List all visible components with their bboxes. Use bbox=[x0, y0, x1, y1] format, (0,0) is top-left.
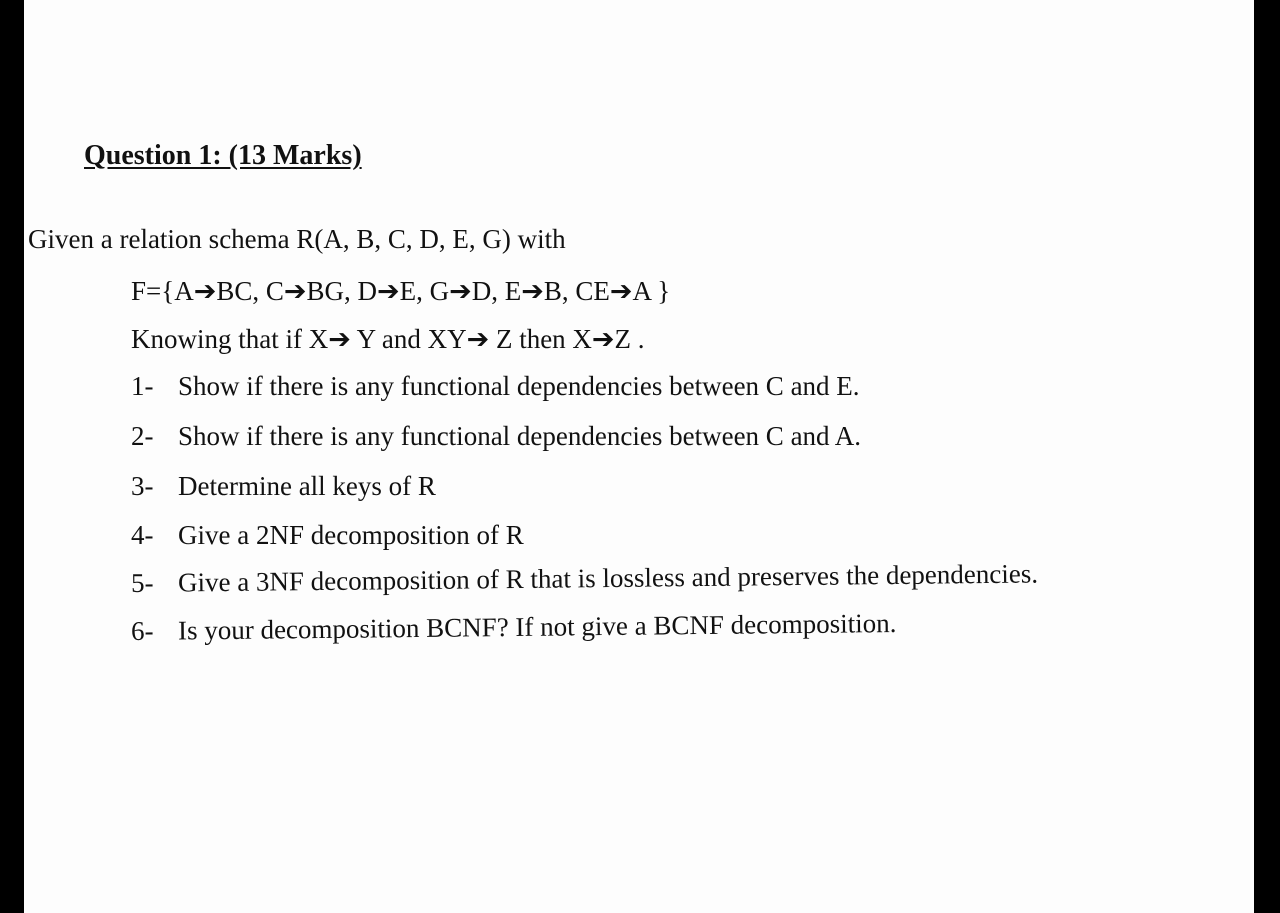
sub-question-3 bbox=[131, 471, 436, 502]
sub-question-4 bbox=[131, 520, 524, 551]
sub-question-number: 4- bbox=[131, 520, 154, 550]
transitivity-rule: Knowing that if X➔ Y and XY➔ Z then X➔Z . bbox=[131, 324, 645, 354]
sub-question-6 bbox=[131, 608, 897, 647]
sub-question-text: Give a 3NF decomposition of R that is lossless and preserves the dependencies. bbox=[177, 558, 1039, 598]
functional-dependencies: F={A➔BC, C➔BG, D➔E, G➔D, E➔B, CE➔A } bbox=[131, 276, 671, 306]
document-page bbox=[24, 0, 1254, 913]
question-title: Question 1: (13 Marks) bbox=[84, 140, 362, 171]
sub-question-1 bbox=[131, 371, 860, 402]
relation-schema-intro: Given a relation schema R(A, B, C, D, E, G) with bbox=[28, 224, 566, 254]
sub-question-number: 6- bbox=[130, 615, 154, 646]
sub-question-5 bbox=[131, 559, 1038, 599]
sub-question-number: 1- bbox=[131, 371, 154, 401]
sub-question-text: Show if there is any functional dependencies between C and E. bbox=[178, 371, 860, 401]
sub-question-number: 2- bbox=[131, 421, 154, 451]
sub-question-text: Give a 2NF decomposition of R bbox=[178, 520, 524, 550]
sub-question-text: Show if there is any functional dependencies between C and A. bbox=[178, 421, 862, 451]
sub-question-text: Is your decomposition BCNF? If not give a BCNF decomposition. bbox=[177, 607, 897, 646]
sub-question-2 bbox=[131, 421, 861, 452]
sub-question-number: 5- bbox=[130, 567, 154, 598]
sub-question-number: 3- bbox=[131, 471, 154, 501]
sub-question-text: Determine all keys of R bbox=[178, 471, 436, 501]
